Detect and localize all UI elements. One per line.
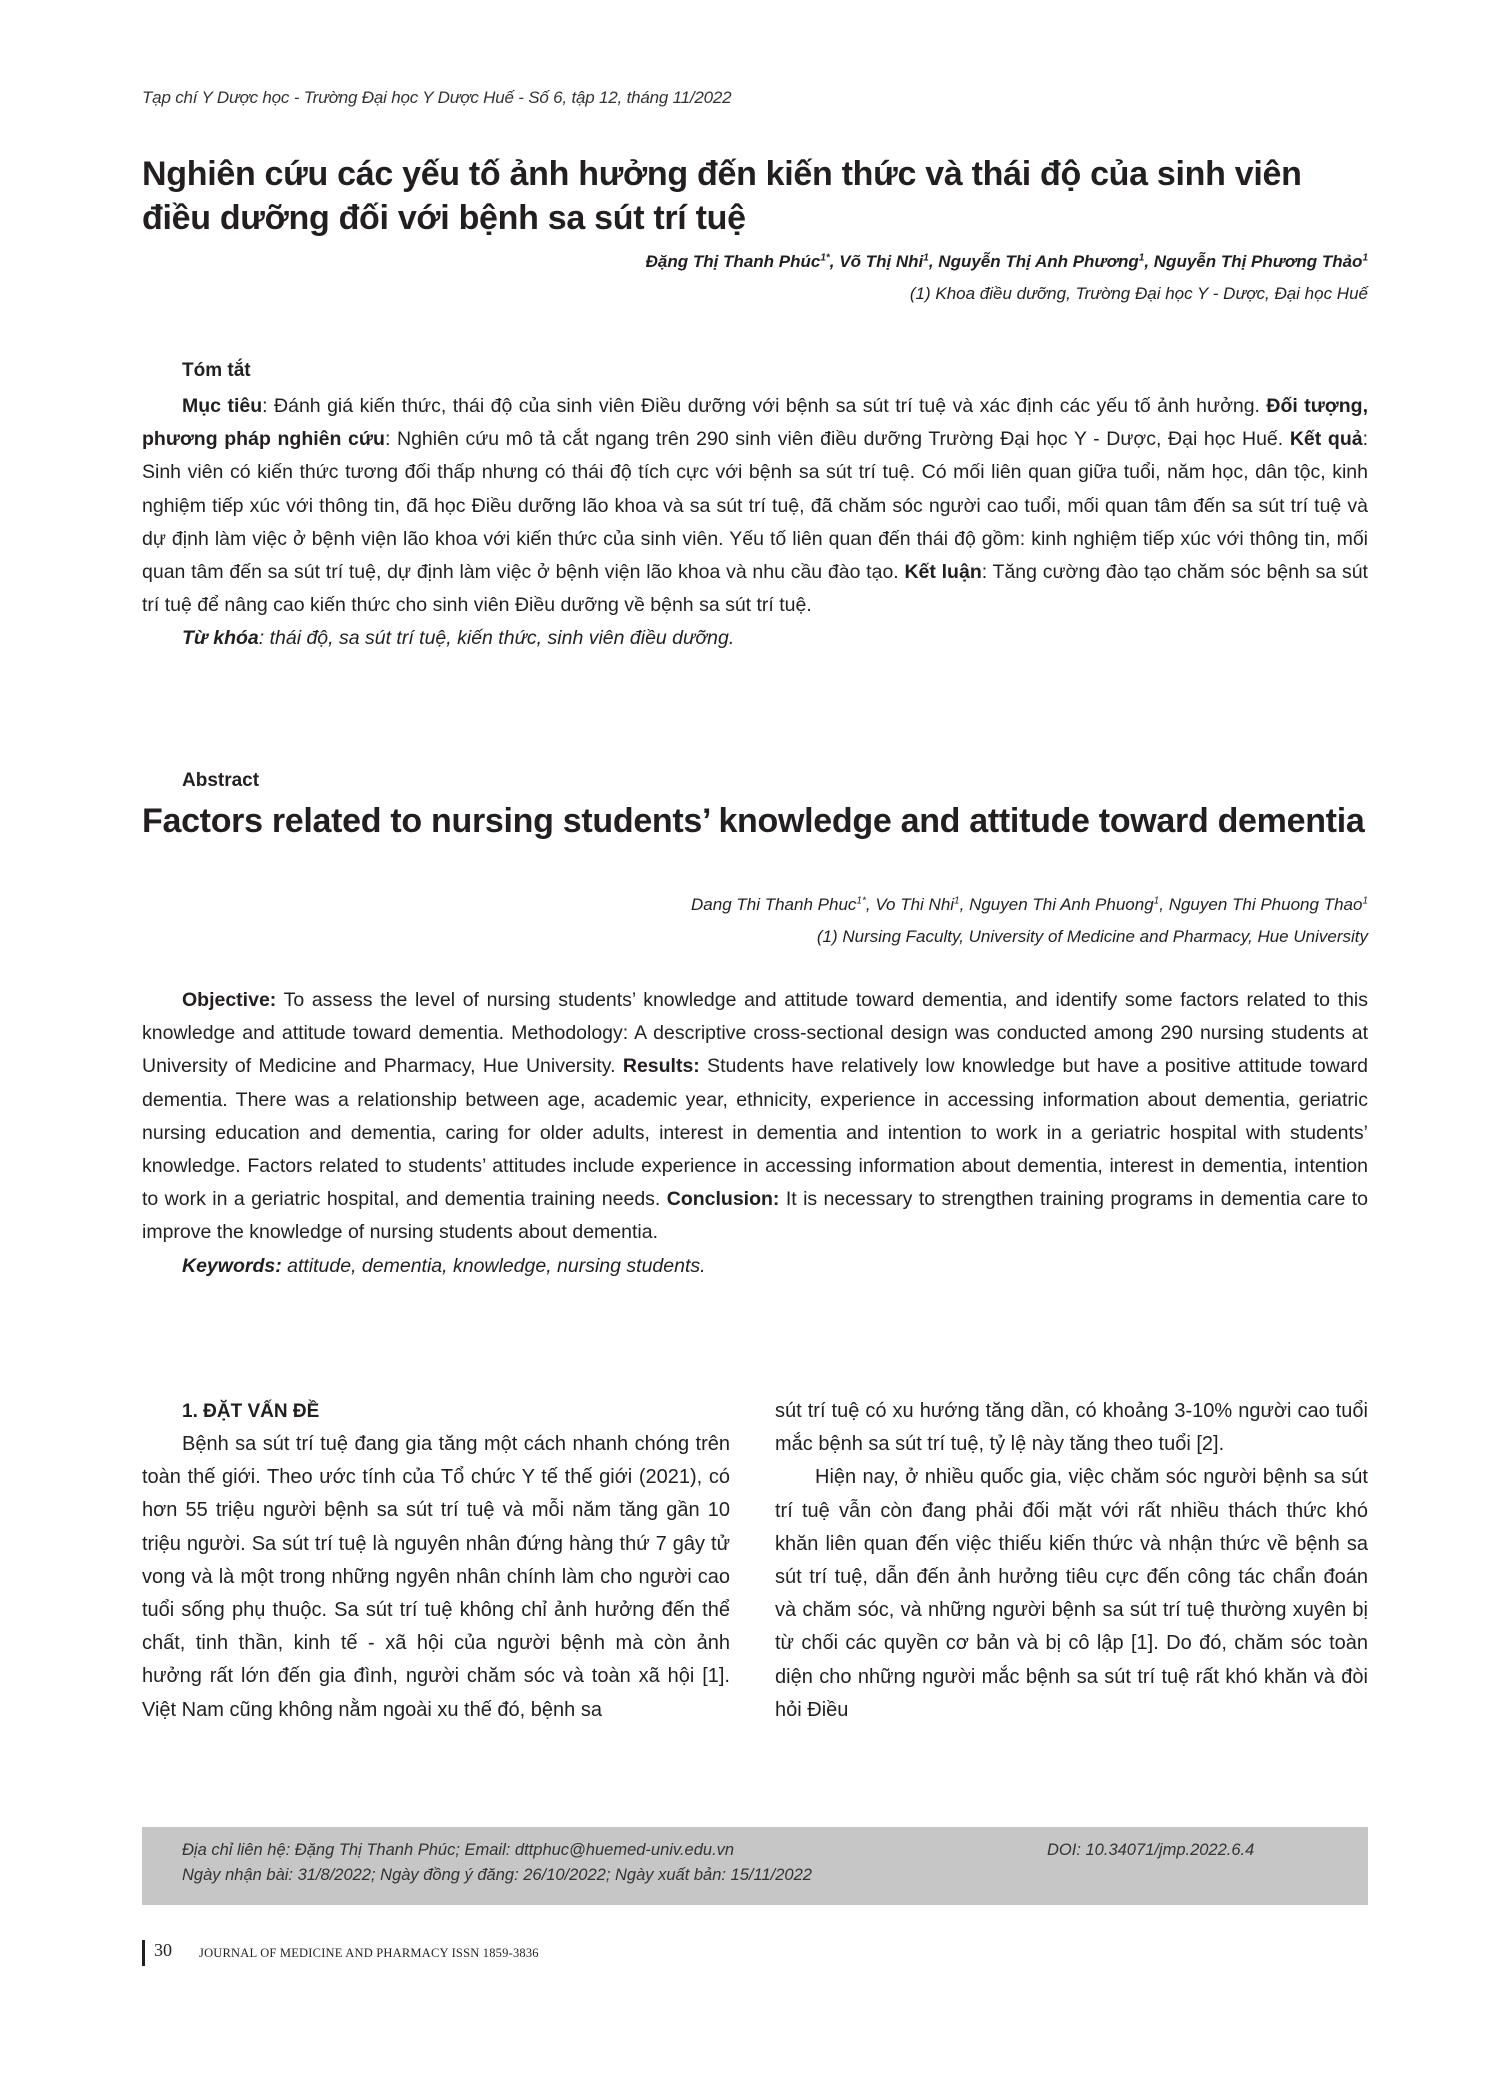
body-paragraph-continued: sút trí tuệ có xu hướng tăng dần, có khoảng 3-10% người cao tuổi mắc bệnh sa sút trí tuệ, tỷ lệ này tăng theo tuổi [2].	[775, 1400, 1368, 1456]
author-affiliation-mark: 1	[1153, 895, 1160, 907]
keywords-vi	[142, 622, 1368, 655]
keywords-label: Keywords:	[182, 1254, 282, 1277]
affiliation-vi: (1) Khoa điều dưỡng, Trường Đại học Y - Dược, Đại học Huế	[909, 284, 1368, 303]
correspondence-box	[142, 1827, 1368, 1905]
keywords-text: : thái độ, sa sút trí tuệ, kiến thức, sinh viên điều dưỡng.	[258, 627, 735, 650]
author-name: Dang Thi Thanh Phuc	[691, 895, 857, 914]
body-column-right	[775, 1395, 1368, 1727]
author-name: Nguyễn Thị Anh Phương	[938, 252, 1139, 271]
author-list-vi: Đặng Thị Thanh Phúc$^{1*}$, Võ Thị Nhi$^1$, Nguyễn Thị Anh Phương$^1$, Nguyễn Thị Phương Thảo$^1$	[645, 252, 1368, 271]
body-column-left	[142, 1395, 730, 1727]
author-affiliation-mark: 1	[1362, 895, 1368, 907]
author-affiliation-mark: 1	[1138, 252, 1145, 264]
conclusion-text: It is necessary to strengthen training programs in dementia care to improve the knowledge of nursing students about dementia.	[142, 1188, 1368, 1244]
publication-dates: Ngày nhận bài: 31/8/2022; Ngày đồng ý đăng: 26/10/2022; Ngày xuất bản: 15/11/2022	[182, 1866, 812, 1884]
methods-text: : Nghiên cứu mô tả cắt ngang trên 290 sinh viên điều dưỡng Trường Đại học Y - Dược, Đại học Huế.	[384, 428, 1290, 451]
author-list-en: Dang Thi Thanh Phuc$^{1*}$, Vo Thi Nhi$^1$, Nguyen Thi Anh Phuong$^1$, Nguyen Thi Phuong Thao$^1$	[691, 895, 1368, 914]
results-text: : Sinh viên có kiến thức tương đối thấp nhưng có thái độ tích cực với bệnh sa sút trí tuệ. Có mối liên quan giữa tuổi, năm học, dân tộc, kinh nghiệm tiếp xúc với thông tin, đã học Điều dưỡng lão khoa và sa sút trí tuệ, đã chăm sóc người cao tuổi, mối quan tâm đến sa sút trí tuệ và dự định làm việc ở bệnh viện lão khoa với kiến thức của sinh viên. Yếu tố liên quan đến thái độ gồm: kinh nghiệm tiếp xúc với thông tin, mối quan tâm đến sa sút trí tuệ, dự định làm việc ở bệnh viện lão khoa và nhu cầu đào tạo.	[142, 428, 1368, 584]
objective-text: : Đánh giá kiến thức, thái độ của sinh viên Điều dưỡng với bệnh sa sút trí tuệ và xác định các yếu tố ảnh hưởng.	[262, 395, 1267, 417]
abstract-en	[142, 984, 1368, 1283]
conclusion-label: Conclusion:	[666, 1188, 780, 1211]
page-number-bar	[142, 1940, 145, 1966]
author-affiliation-mark: 1*	[856, 895, 866, 907]
keywords-text: attitude, dementia, knowledge, nursing students.	[281, 1254, 706, 1277]
author-name: Vo Thi Nhi	[875, 895, 955, 914]
abstract-paragraph-vi	[142, 390, 1368, 622]
results-label: Results:	[622, 1055, 700, 1078]
author-name: Võ Thị Nhi	[839, 252, 924, 271]
author-affiliation-mark: 1	[954, 895, 960, 907]
results-text: Students have relatively low knowledge but have a positive attitude toward dementia. There was a relationship between age, academic year, ethnicity, experience in accessing information about dementia, geriatric nursing education and dementia, caring for older adults, interest in dementia and intention to work in a geriatric hospital with students’ knowledge. Factors related to students’ attitudes include experience in accessing information about dementia, interest in dementia, intention to work in a geriatric hospital, and dementia training needs.	[142, 1055, 1368, 1211]
page-number: 30	[154, 1940, 172, 1960]
author-name: Đặng Thị Thanh Phúc	[645, 252, 821, 271]
running-head: Tạp chí Y Dược học - Trường Đại học Y Dược Huế - Số 6, tập 12, tháng 11/2022	[142, 88, 732, 107]
keywords-en	[142, 1250, 1368, 1283]
author-name: Nguyen Thi Anh Phuong	[969, 895, 1154, 914]
journal-footer: JOURNAL OF MEDICINE AND PHARMACY ISSN 1859-3836	[199, 1946, 539, 1960]
body-paragraph: Bệnh sa sút trí tuệ đang gia tăng một cách nhanh chóng trên toàn thế giới. Theo ước tính của Tổ chức Y tế thế giới (2021), có hơn 55 triệu người bệnh sa sút trí tuệ và mỗi năm tăng gần 10 triệu người. Sa sút trí tuệ là nguyên nhân đứng hàng thứ 7 gây tử vong và là một trong những ngyên nhân chính làm cho người cao tuổi sống phụ thuộc. Sa sút trí tuệ không chỉ ảnh hưởng đến thể chất, tinh thần, kinh tế - xã hội của người bệnh mà còn ảnh hưởng rất lớn đến gia đình, người chăm sóc và toàn xã hội [1]. Việt Nam cũng không nằm ngoài xu thế đó, bệnh sa	[142, 1433, 730, 1721]
abstract-paragraph-en	[142, 984, 1368, 1250]
doi: DOI: 10.34071/jmp.2022.6.4	[1047, 1841, 1255, 1859]
author-affiliation-mark: 1*	[820, 252, 830, 264]
abstract-vi	[142, 390, 1368, 656]
conclusion-text: : Tăng cường đào tạo chăm sóc bệnh sa sút trí tuệ để nâng cao kiến thức cho sinh viên Điều dưỡng về bệnh sa sút trí tuệ.	[142, 561, 1368, 617]
author-name: Nguyễn Thị Phương Thảo	[1153, 252, 1363, 271]
affiliation-en: (1) Nursing Faculty, University of Medicine and Pharmacy, Hue University	[816, 927, 1368, 946]
article-title-vi: Nghiên cứu các yếu tố ảnh hưởng đến kiến thức và thái độ của sinh viên điều dưỡng đối với bệnh sa sút trí tuệ	[142, 155, 1302, 237]
abstract-label-vi: Tóm tắt	[182, 360, 251, 381]
objective-label: Objective:	[182, 989, 277, 1011]
section-heading: 1. ĐẶT VẤN ĐỀ	[182, 1401, 320, 1422]
body-paragraph: Hiện nay, ở nhiều quốc gia, việc chăm sóc người bệnh sa sút trí tuệ vẫn còn đang phải đối mặt với rất nhiều thách thức khó khăn liên quan đến việc thiếu kiến thức và nhận thức về bệnh sa sút trí tuệ, dẫn đến ảnh hưởng tiêu cực đến công tác chẩn đoán và chăm sóc, và những người bệnh sa sút trí tuệ thường xuyên bị từ chối các quyền cơ bản và bị cô lập [1]. Do đó, chăm sóc toàn diện cho những người mắc bệnh sa sút trí tuệ rất khó khăn và đòi hỏi Điều	[775, 1466, 1368, 1721]
article-title-en: Factors related to nursing students’ knowledge and attitude toward dementia	[142, 802, 1365, 840]
methods-label: Đối tượng, phương pháp nghiên cứu	[142, 395, 1369, 451]
author-affiliation-mark: 1	[1362, 252, 1368, 264]
keywords-label: Từ khóa	[182, 627, 259, 650]
author-affiliation-mark: 1	[923, 252, 929, 264]
abstract-label-en: Abstract	[182, 770, 260, 791]
objective-text: To assess the level of nursing students’ knowledge and attitude toward dementia, and identify some factors related to this knowledge and attitude toward dementia. Methodology: A descriptive cross-sectional design was conducted among 290 nursing students at University of Medicine and Pharmacy, Hue University.	[142, 989, 1368, 1078]
objective-label: Mục tiêu	[182, 395, 263, 417]
results-label: Kết quả	[1289, 428, 1363, 451]
author-name: Nguyen Thi Phuong Thao	[1168, 895, 1363, 914]
conclusion-label: Kết luận	[904, 561, 982, 584]
contact-info: Địa chỉ liên hệ: Đặng Thị Thanh Phúc; Email: dttphuc@huemed-univ.edu.vn	[182, 1841, 735, 1859]
